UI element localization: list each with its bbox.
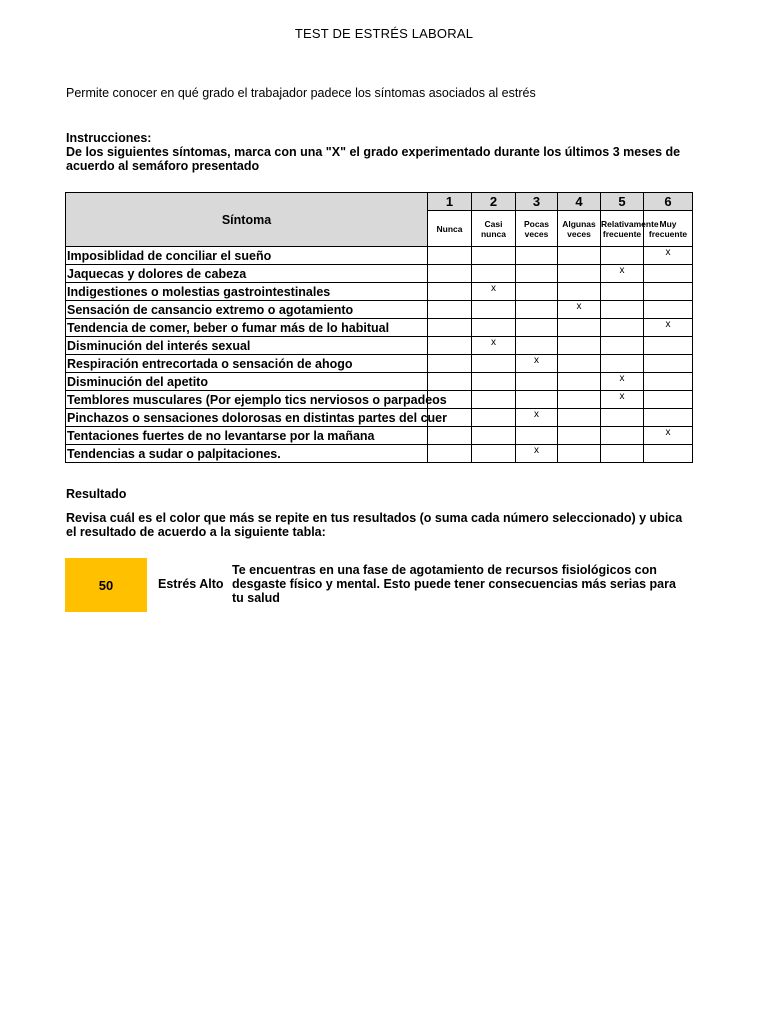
scale-label: Algunas veces xyxy=(558,211,601,247)
rating-cell[interactable] xyxy=(558,283,601,301)
rating-cell[interactable] xyxy=(644,301,693,319)
symptom-name: Pinchazos o sensaciones dolorosas en distintas partes del cuer xyxy=(67,410,447,425)
table-row xyxy=(66,355,693,373)
symptom-name: Jaquecas y dolores de cabeza xyxy=(66,265,428,283)
symptom-column-header: Síntoma xyxy=(66,193,428,247)
rating-cell[interactable] xyxy=(644,265,693,283)
rating-cell[interactable] xyxy=(558,265,601,283)
scale-label: Muy frecuente xyxy=(644,211,693,247)
rating-cell[interactable] xyxy=(601,283,644,301)
score-box xyxy=(65,558,147,612)
rating-cell[interactable] xyxy=(516,427,558,445)
rating-cell[interactable] xyxy=(472,373,516,391)
rating-cell[interactable] xyxy=(428,427,472,445)
rating-cell[interactable] xyxy=(472,427,516,445)
result-instructions: Revisa cuál es el color que más se repite en tus resultados (o suma cada número seleccionado) y ubica el resultado de acuerdo a la siguiente tabla: xyxy=(66,511,683,539)
scale-number: 4 xyxy=(558,193,601,211)
rating-cell[interactable] xyxy=(516,301,558,319)
instructions-heading: Instrucciones: xyxy=(66,131,152,145)
rating-cell[interactable]: x xyxy=(644,319,693,337)
symptom-name: Tendencias a sudar o palpitaciones. xyxy=(66,445,428,463)
rating-cell[interactable] xyxy=(516,337,558,355)
rating-cell[interactable] xyxy=(644,283,693,301)
rating-cell[interactable] xyxy=(601,355,644,373)
rating-cell[interactable] xyxy=(428,355,472,373)
rating-cell[interactable]: x xyxy=(516,355,558,373)
rating-cell[interactable] xyxy=(472,409,516,427)
symptom-name: Indigestiones o molestias gastrointestinales xyxy=(66,283,428,301)
page-title: TEST DE ESTRÉS LABORAL xyxy=(294,26,474,41)
rating-cell[interactable] xyxy=(472,319,516,337)
table-row xyxy=(66,319,693,337)
scale-label: Nunca xyxy=(428,211,472,247)
rating-cell[interactable] xyxy=(428,283,472,301)
rating-cell[interactable] xyxy=(472,247,516,265)
rating-cell[interactable] xyxy=(428,319,472,337)
table-row xyxy=(66,265,693,283)
table-row xyxy=(66,445,693,463)
rating-cell[interactable] xyxy=(428,247,472,265)
rating-cell[interactable] xyxy=(601,337,644,355)
rating-cell[interactable] xyxy=(428,337,472,355)
rating-cell[interactable]: x xyxy=(601,373,644,391)
rating-cell[interactable] xyxy=(601,247,644,265)
rating-cell[interactable] xyxy=(516,283,558,301)
rating-cell[interactable]: x xyxy=(516,445,558,463)
rating-cell[interactable] xyxy=(558,319,601,337)
rating-cell[interactable] xyxy=(558,409,601,427)
rating-cell[interactable]: x xyxy=(601,391,644,409)
instructions xyxy=(66,131,686,173)
rating-cell[interactable]: x xyxy=(472,337,516,355)
symptom-name: Disminución del apetito xyxy=(66,373,428,391)
result-heading: Resultado xyxy=(66,487,127,501)
rating-cell[interactable] xyxy=(472,391,516,409)
table-row xyxy=(66,283,693,301)
scale-label: Casi nunca xyxy=(472,211,516,247)
rating-cell[interactable] xyxy=(601,319,644,337)
instructions-text: De los siguientes síntomas, marca con una "X" el grado experimentado durante los últimos 3 meses de acuerdo al semáforo presentado xyxy=(66,145,681,173)
table-row xyxy=(66,247,693,265)
rating-cell[interactable] xyxy=(558,445,601,463)
rating-cell[interactable] xyxy=(601,427,644,445)
table-row xyxy=(66,427,693,445)
score-value: 50 xyxy=(98,577,114,593)
symptom-name: Sensación de cansancio extremo o agotamiento xyxy=(66,301,428,319)
rating-cell[interactable] xyxy=(472,355,516,373)
stress-description: Te encuentras en una fase de agotamiento de recursos fisiológicos con desgaste físico y mental. Esto puede tener consecuencias más serias para tu salud xyxy=(232,563,676,605)
rating-cell[interactable] xyxy=(558,355,601,373)
table-row xyxy=(66,373,693,391)
scale-number: 3 xyxy=(516,193,558,211)
rating-cell[interactable] xyxy=(644,355,693,373)
rating-cell[interactable] xyxy=(472,301,516,319)
rating-cell[interactable] xyxy=(644,445,693,463)
rating-cell[interactable]: x xyxy=(644,247,693,265)
rating-cell[interactable] xyxy=(558,373,601,391)
rating-cell[interactable] xyxy=(428,301,472,319)
rating-cell[interactable]: x xyxy=(516,409,558,427)
intro-text: Permite conocer en qué grado el trabajador padece los síntomas asociados al estrés xyxy=(66,86,536,100)
scale-label: Pocas veces xyxy=(516,211,558,247)
rating-cell[interactable]: x xyxy=(558,301,601,319)
scale-number: 5 xyxy=(601,193,644,211)
scale-number: 2 xyxy=(472,193,516,211)
rating-cell[interactable] xyxy=(516,319,558,337)
rating-cell[interactable] xyxy=(558,337,601,355)
rating-cell[interactable] xyxy=(644,337,693,355)
table-row xyxy=(66,301,693,319)
table-row xyxy=(66,337,693,355)
rating-cell[interactable] xyxy=(558,427,601,445)
rating-cell[interactable] xyxy=(516,391,558,409)
symptom-name: Temblores musculares (Por ejemplo tics nerviosos o parpadeos xyxy=(67,392,447,407)
symptom-name: Respiración entrecortada o sensación de ahogo xyxy=(66,355,428,373)
rating-cell[interactable] xyxy=(601,301,644,319)
table-row xyxy=(66,391,693,409)
rating-cell[interactable]: x xyxy=(601,265,644,283)
rating-cell[interactable] xyxy=(644,391,693,409)
rating-cell[interactable] xyxy=(428,445,472,463)
scale-label: Relativamente frecuente xyxy=(601,211,644,247)
scale-number: 1 xyxy=(428,193,472,211)
scale-number: 6 xyxy=(644,193,693,211)
symptom-name: Imposiblidad de conciliar el sueño xyxy=(66,247,428,265)
symptom-name: Disminución del interés sexual xyxy=(66,337,428,355)
rating-cell[interactable] xyxy=(558,247,601,265)
rating-cell[interactable] xyxy=(472,445,516,463)
rating-cell[interactable] xyxy=(428,373,472,391)
stress-level: Estrés Alto xyxy=(158,577,224,591)
rating-cell[interactable] xyxy=(601,445,644,463)
symptom-table xyxy=(65,192,693,463)
rating-cell[interactable] xyxy=(516,247,558,265)
rating-cell[interactable] xyxy=(516,373,558,391)
table-row xyxy=(66,409,693,427)
rating-cell[interactable] xyxy=(558,391,601,409)
rating-cell[interactable] xyxy=(644,409,693,427)
rating-cell[interactable]: x xyxy=(644,427,693,445)
rating-cell[interactable] xyxy=(601,409,644,427)
rating-cell[interactable] xyxy=(644,373,693,391)
rating-cell[interactable]: x xyxy=(472,283,516,301)
rating-cell[interactable] xyxy=(516,265,558,283)
symptom-name: Tendencia de comer, beber o fumar más de lo habitual xyxy=(66,319,428,337)
table-header-numbers xyxy=(66,193,693,211)
rating-cell[interactable] xyxy=(428,265,472,283)
symptom-name: Tentaciones fuertes de no levantarse por la mañana xyxy=(66,427,428,445)
rating-cell[interactable] xyxy=(472,265,516,283)
